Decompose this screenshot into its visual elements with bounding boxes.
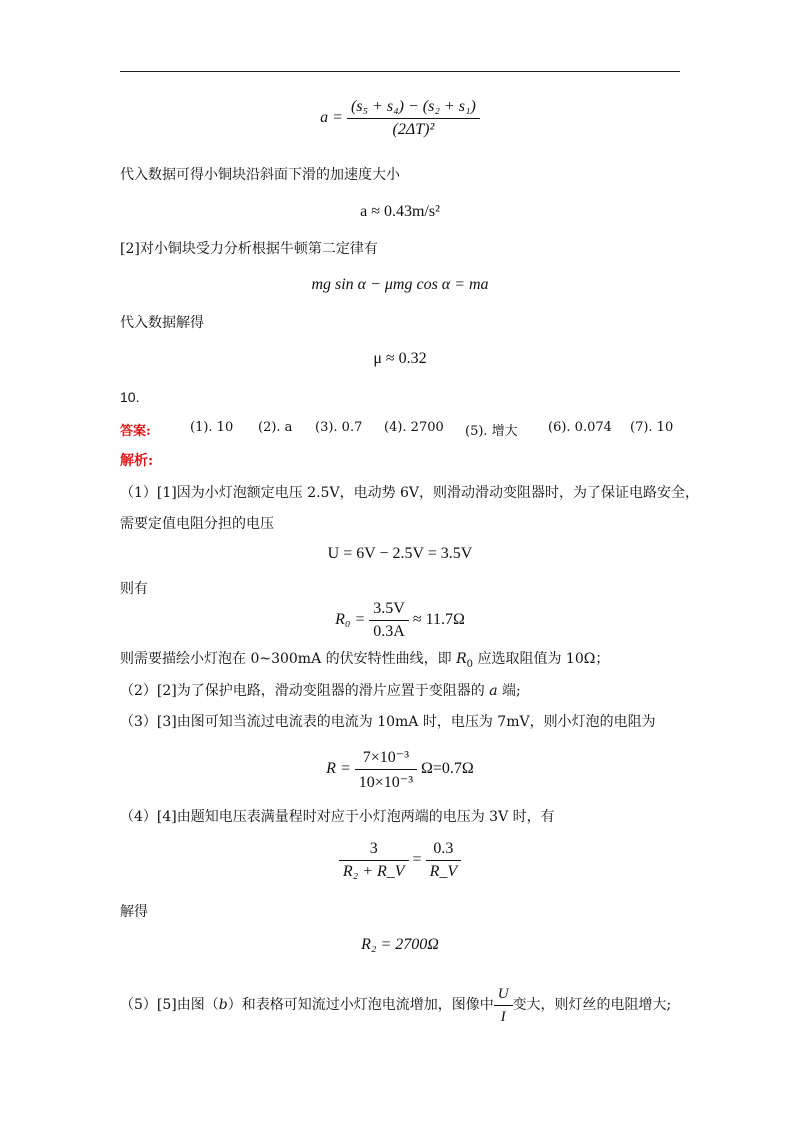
analysis-step1-line1: （1）[1]因为小灯泡额定电压 2.5V，电动势 6V，则滑动滑动变阻器时，为了保证电路安全，: [120, 485, 700, 501]
answer-item-5: (5). 增大: [465, 424, 518, 439]
paragraph-force-analysis: [2]对小铜块受力分析根据牛顿第二定律有: [120, 241, 378, 257]
answer-item-6: (6). 0.074: [548, 420, 612, 435]
variable-b: b: [218, 997, 228, 1013]
analysis-step4: （4）[4]由题知电压表满量程时对应于小灯泡两端的电压为 3V 时，有: [120, 809, 555, 825]
equation-acceleration-formula: [120, 98, 680, 139]
analysis-label: 解析:: [120, 453, 154, 469]
answer-item-1: (1). 10: [190, 420, 234, 435]
fraction-numerator: (s₅ + s₄) − (s₂ + s₁): [347, 98, 480, 119]
equation-acceleration-value: a ≈ 0.43m/s²: [360, 203, 440, 220]
analysis-step1-then: 则有: [120, 581, 148, 597]
variable-a: a: [489, 683, 498, 699]
conclusion-text: 则需要描绘小灯泡在 0~300mA 的伏安特性曲线，即: [120, 651, 457, 667]
analysis-step1-conclusion: [120, 650, 609, 674]
equation-bulb-resistance: [120, 747, 680, 792]
fraction-denominator: R₂ + R_V: [342, 863, 405, 880]
fraction-denominator: I: [500, 1008, 506, 1025]
equation-mu-value: μ ≈ 0.32: [373, 350, 427, 367]
equation-lhs: R₀ =: [335, 611, 366, 629]
variable-r0: R: [456, 651, 467, 667]
fraction-u-over-i: [494, 985, 513, 1026]
header-rule: [120, 71, 680, 72]
fraction-denominator: 0.3A: [373, 623, 405, 640]
equation-voltage-ratio: [120, 840, 680, 881]
equation-newton-second-law: mg sin α − μmg cos α = ma: [311, 276, 489, 293]
equation-voltage: U = 6V − 2.5V = 3.5V: [327, 545, 473, 562]
step2-text: （2）[2]为了保护电路，滑动变阻器的滑片应置于变阻器的: [120, 683, 490, 699]
answer-line: [120, 420, 680, 440]
analysis-step2: [120, 682, 521, 700]
step5-text: （5）[5]由图（: [120, 997, 219, 1013]
analysis-step3: （3）[3]由图可知当流过电流表的电流为 10mA 时，电压为 7mV，则小灯泡的电阻为: [120, 714, 656, 730]
fraction-denominator: 10×10⁻³: [358, 774, 414, 791]
variable-r0-subscript: 0: [466, 658, 474, 670]
fraction-numerator: U: [494, 985, 513, 1006]
equation-rhs: ≈ 11.7Ω: [412, 611, 465, 629]
equals-sign: =: [412, 851, 422, 869]
fraction-numerator: 3.5V: [369, 600, 409, 621]
fraction-denominator: R_V: [429, 863, 458, 880]
conclusion-text-end: 应选取阻值为 10Ω；: [473, 651, 610, 667]
equation-r0: [120, 600, 680, 641]
paragraph-substitute-acceleration: 代入数据可得小铜块沿斜面下滑的加速度大小: [120, 167, 400, 183]
analysis-step1-line2: 需要定值电阻分担的电压: [120, 516, 274, 532]
answer-label: 答案:: [120, 424, 151, 439]
equation-lhs: R =: [326, 760, 351, 778]
step5-text-mid: ）和表格可知流过小灯泡电流增加，图像中: [227, 997, 494, 1013]
fraction-numerator: 0.3: [426, 840, 462, 861]
fraction-denominator: (2ΔT)²: [392, 121, 435, 138]
analysis-step5: [120, 983, 671, 1027]
answer-item-3: (3). 0.7: [315, 420, 363, 435]
paragraph-substitute-solve: 代入数据解得: [120, 315, 204, 331]
fraction-numerator: 7×10⁻³: [355, 747, 417, 770]
step2-text-end: 端;: [497, 683, 521, 699]
equation-r2-text: R₂ = 2700Ω: [361, 936, 439, 953]
analysis-step4-solve: 解得: [120, 904, 148, 920]
step5-text-end: 变大，则灯丝的电阻增大;: [512, 997, 672, 1013]
answer-item-2: (2). a: [258, 420, 293, 435]
equation-rhs: Ω=0.7Ω: [421, 760, 474, 778]
question-number: 10.: [120, 389, 140, 405]
equation-lhs: a =: [320, 109, 343, 127]
fraction-numerator: 3: [339, 840, 409, 861]
equation-r2: [120, 936, 680, 954]
answer-item-4: (4). 2700: [384, 420, 444, 435]
answer-item-7: (7). 10: [630, 420, 674, 435]
